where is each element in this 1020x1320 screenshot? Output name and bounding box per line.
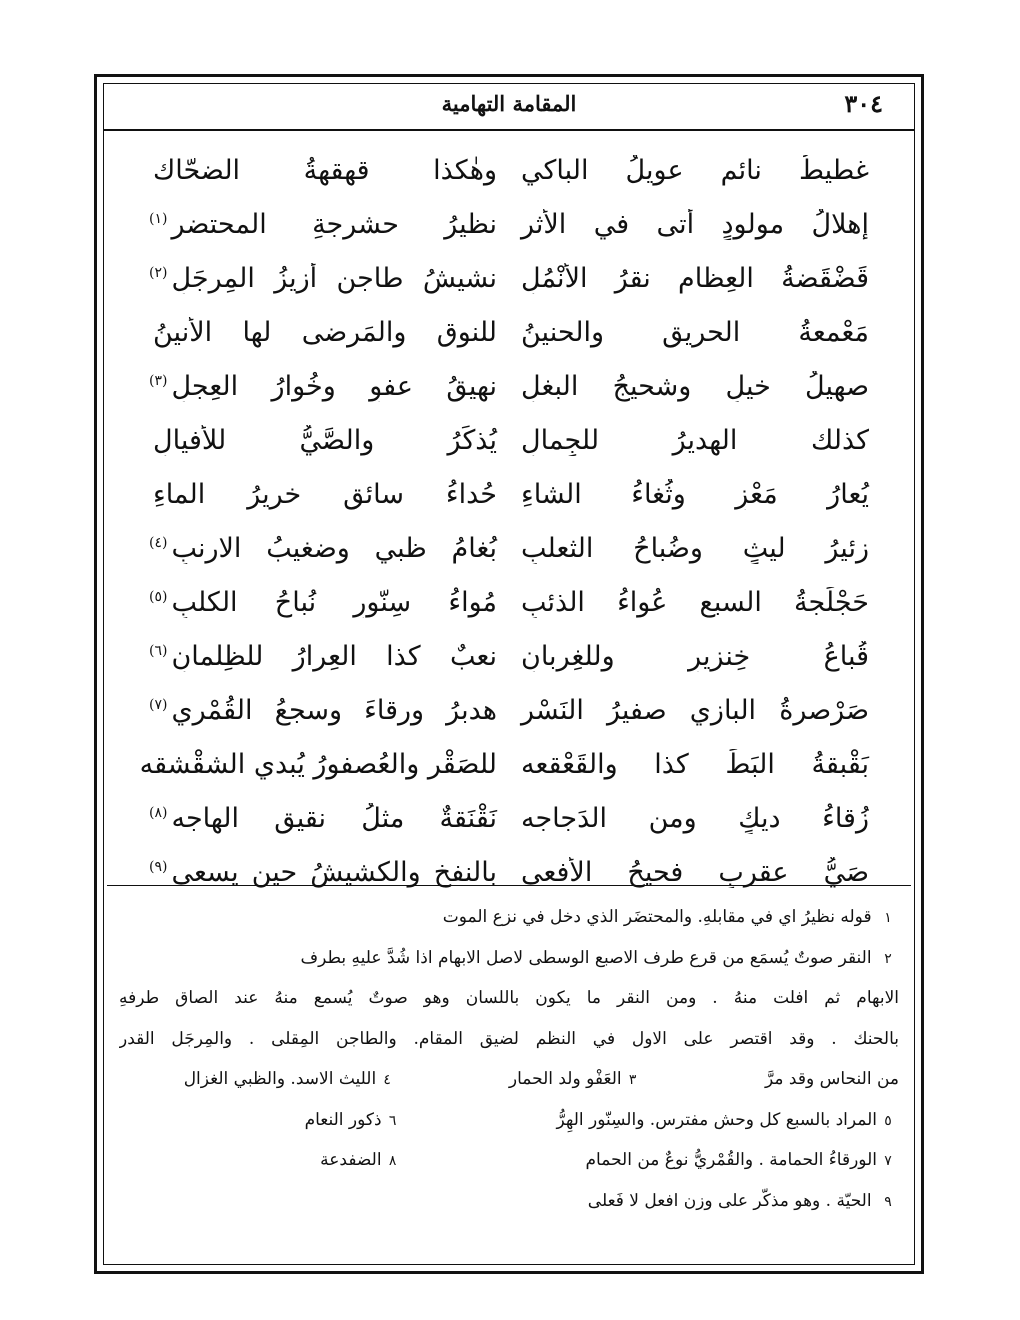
footnote-marker: (٤) bbox=[149, 534, 168, 551]
footnote-text: المراد بالسبع كل وحش مفترس. والسِنّور الهِرُّ bbox=[556, 1109, 877, 1130]
verse-line bbox=[137, 521, 881, 575]
verse-line bbox=[137, 251, 881, 305]
footnote-7 bbox=[409, 1140, 899, 1181]
footnote-rule bbox=[107, 885, 911, 886]
footnote-text: قوله نظيرُ اي في مقابلهِ. والمحتضَر الذي دخل في نزع الموت bbox=[442, 907, 872, 927]
footnote-6 bbox=[305, 1100, 404, 1141]
footnote-4 bbox=[184, 1059, 398, 1100]
footnote-marker: (٣) bbox=[149, 372, 168, 389]
poem bbox=[137, 143, 881, 899]
verse-first-hemistich: غطيطُ نائمٍ عويلُ الباكي bbox=[521, 154, 869, 186]
footnote-3 bbox=[404, 1059, 644, 1100]
verse-second-hemistich bbox=[137, 425, 509, 456]
footnote-2 bbox=[119, 938, 899, 979]
footnotes bbox=[119, 897, 899, 1221]
verse-second-hemistich bbox=[137, 641, 509, 672]
footnote-marker: (٥) bbox=[149, 588, 168, 605]
footnote-number: ٩ bbox=[884, 1193, 892, 1210]
hemistich-text: للنوق والمَرضى لها الأنينُ bbox=[153, 316, 497, 348]
verse-first-hemistich: صهيلُ خيلٍ وشحيجُ البغلِ bbox=[521, 370, 869, 402]
verse-second-hemistich bbox=[137, 155, 509, 186]
footnote-marker: (٢) bbox=[149, 264, 168, 281]
verse-second-hemistich bbox=[137, 317, 509, 348]
footnote-row-5-6 bbox=[119, 1100, 899, 1141]
footnote-number: ٤ bbox=[383, 1072, 391, 1088]
footnote-row-7-8 bbox=[119, 1140, 899, 1181]
hemistich-text: يُذكَرُ والصَّيُّ للأفيالِ bbox=[153, 424, 497, 456]
hemistich-text: للصَقْرِ والعُصفورُ يُبدي الشقْشقه bbox=[139, 748, 497, 780]
verse-line bbox=[137, 143, 881, 197]
footnote-number: ٢ bbox=[884, 950, 892, 967]
header-rule bbox=[103, 129, 915, 131]
verse-line bbox=[137, 359, 881, 413]
hemistich-text: وهٰكذا قهقهةُ الضحّاك bbox=[153, 154, 497, 186]
verse-line bbox=[137, 197, 881, 251]
hemistich-text: نشيشُ طاجنٍ أزيزُ المِرجَلِ bbox=[171, 262, 497, 294]
footnote-number: ٣ bbox=[628, 1072, 637, 1088]
footnote-text: ذكور النعام bbox=[304, 1109, 382, 1130]
verse-first-hemistich: مَعْمعةُ الحريقِ والحنينُ bbox=[521, 316, 869, 348]
verse-line bbox=[137, 413, 881, 467]
footnote-number: ٥ bbox=[884, 1112, 892, 1129]
verse-first-hemistich: زئيرُ ليثٍ وضُباحُ الثعلبِ bbox=[521, 532, 869, 564]
footnote-9 bbox=[119, 1181, 899, 1222]
footnote-8 bbox=[320, 1140, 403, 1181]
verse-second-hemistich bbox=[137, 749, 509, 780]
footnote-marker: (٧) bbox=[149, 696, 168, 713]
verse-line bbox=[137, 629, 881, 683]
verse-first-hemistich: قُباعُ خِنزيرٍ وللغِربانِ bbox=[521, 640, 869, 672]
footnote-marker: (١) bbox=[149, 210, 168, 227]
verse-first-hemistich: قَضْقَضةُ العِظامِ نقرُ الأَنْمُلِ bbox=[521, 262, 869, 294]
footnote-text: الليث الاسد. والظبي الغزال bbox=[183, 1069, 377, 1089]
hemistich-text: بُغامُ ظبيٍ وضغيبُ الارنبِ bbox=[171, 532, 497, 564]
verse-line bbox=[137, 575, 881, 629]
verse-line bbox=[137, 467, 881, 521]
hemistich-text: نعبٌ كذا العِرارُ للظِلمانِ bbox=[171, 640, 497, 672]
footnote-1 bbox=[119, 897, 899, 938]
hemistich-text: هدبرُ ورقاءَ وسجعُ القُمْري bbox=[171, 694, 497, 726]
verse-first-hemistich: حَجْلَجةُ السبعِ عُواءُ الذئبِ bbox=[521, 586, 869, 618]
verse-first-hemistich: إهلالُ مولودٍ أتى في الأثرِ bbox=[521, 208, 869, 240]
hemistich-text: بالنفخِ والكشيشُ حين يسعى bbox=[171, 856, 497, 888]
footnote-number: ١ bbox=[884, 910, 892, 926]
verse-first-hemistich: صَيُّ عقربٍ فحيحُ الأفعى bbox=[521, 856, 869, 888]
verse-second-hemistich bbox=[137, 695, 509, 726]
verse-second-hemistich bbox=[137, 263, 509, 294]
hemistich-text: نظيرُ حشرجةِ المحتضرِ bbox=[171, 208, 497, 240]
verse-second-hemistich bbox=[137, 479, 509, 510]
footnote-marker: (٩) bbox=[149, 858, 168, 875]
footnote-row-2-3-4 bbox=[119, 1059, 899, 1100]
verse-line bbox=[137, 845, 881, 899]
hemistich-text: حُداءُ سائقٍ خريرُ الماءِ bbox=[153, 478, 497, 510]
footnote-text: الورقاءُ الحمامة . والقُمْريُّ نوعٌ من الحمام bbox=[585, 1150, 877, 1170]
footnote-number: ٨ bbox=[388, 1153, 397, 1169]
footnote-5 bbox=[409, 1100, 899, 1141]
verse-first-hemistich: يُعارُ مَعْزٍ وثُغاءُ الشاءِ bbox=[521, 478, 869, 510]
running-title: المقامة التهامية bbox=[441, 91, 577, 116]
footnote-number: ٦ bbox=[388, 1112, 397, 1129]
verse-first-hemistich: كذلك الهديرُ للجِمالِ bbox=[521, 424, 869, 456]
verse-first-hemistich: زُقاءُ ديكٍ ومن الدَجاجه bbox=[521, 802, 869, 834]
footnote-2-continued: بالحنك . وقد اقتصر على الاول في النظم لضيق المقام. والطاجن المِقلى . والمِرجَل القدر bbox=[119, 1028, 899, 1049]
hemistich-text: مُواءُ سِنّورٍ نُباحُ الكلبِ bbox=[171, 586, 497, 618]
footnote-text: الضفدعة bbox=[320, 1150, 382, 1170]
footnote-marker: (٨) bbox=[149, 804, 168, 821]
footnote-2-end: من النحاس وقد مرَّ bbox=[765, 1069, 899, 1089]
verse-second-hemistich bbox=[137, 857, 509, 888]
verse-first-hemistich: صَرْصرةُ البازي صفيرُ النَسْرِ bbox=[521, 694, 869, 726]
footnote-text: الحيّة . وهو مذكّر على وزن افعل لا فَعلى bbox=[587, 1190, 872, 1211]
footnote-text: النقر صوتٌ يُسمَع من قرع طرف الاصبع الوسطى لاصل الابهام اذا شُدَّ عليهِ بطرف bbox=[300, 947, 872, 968]
verse-second-hemistich bbox=[137, 371, 509, 402]
footnote-number: ٧ bbox=[884, 1153, 892, 1169]
verse-second-hemistich bbox=[137, 803, 509, 834]
verse-line bbox=[137, 737, 881, 791]
hemistich-text: نهيقُ عفوٍ وخُوارُ العِجلِ bbox=[171, 370, 497, 402]
page-number: ٣٠٤ bbox=[844, 89, 883, 118]
hemistich-text: نَقْنَقةٌ مثلُ نقيقِ الهاجه bbox=[171, 802, 497, 834]
footnote-text: العَفْو ولد الحمار bbox=[508, 1069, 622, 1089]
verse-first-hemistich: بَقْبقةُ البَطِّ كذا والقَعْقعه bbox=[521, 748, 869, 780]
verse-line bbox=[137, 305, 881, 359]
verse-second-hemistich bbox=[137, 533, 509, 564]
verse-line bbox=[137, 791, 881, 845]
verse-line bbox=[137, 683, 881, 737]
page-header bbox=[113, 89, 905, 125]
verse-second-hemistich bbox=[137, 587, 509, 618]
footnote-marker: (٦) bbox=[149, 642, 168, 659]
verse-second-hemistich bbox=[137, 209, 509, 240]
footnote-2-continued: الابهام ثم افلت منهُ . ومن النقر ما يكون باللسان وهو صوتٌ يُسمع منهُ عند الصاق طرفهِ bbox=[119, 988, 899, 1008]
page-frame bbox=[94, 74, 924, 1274]
